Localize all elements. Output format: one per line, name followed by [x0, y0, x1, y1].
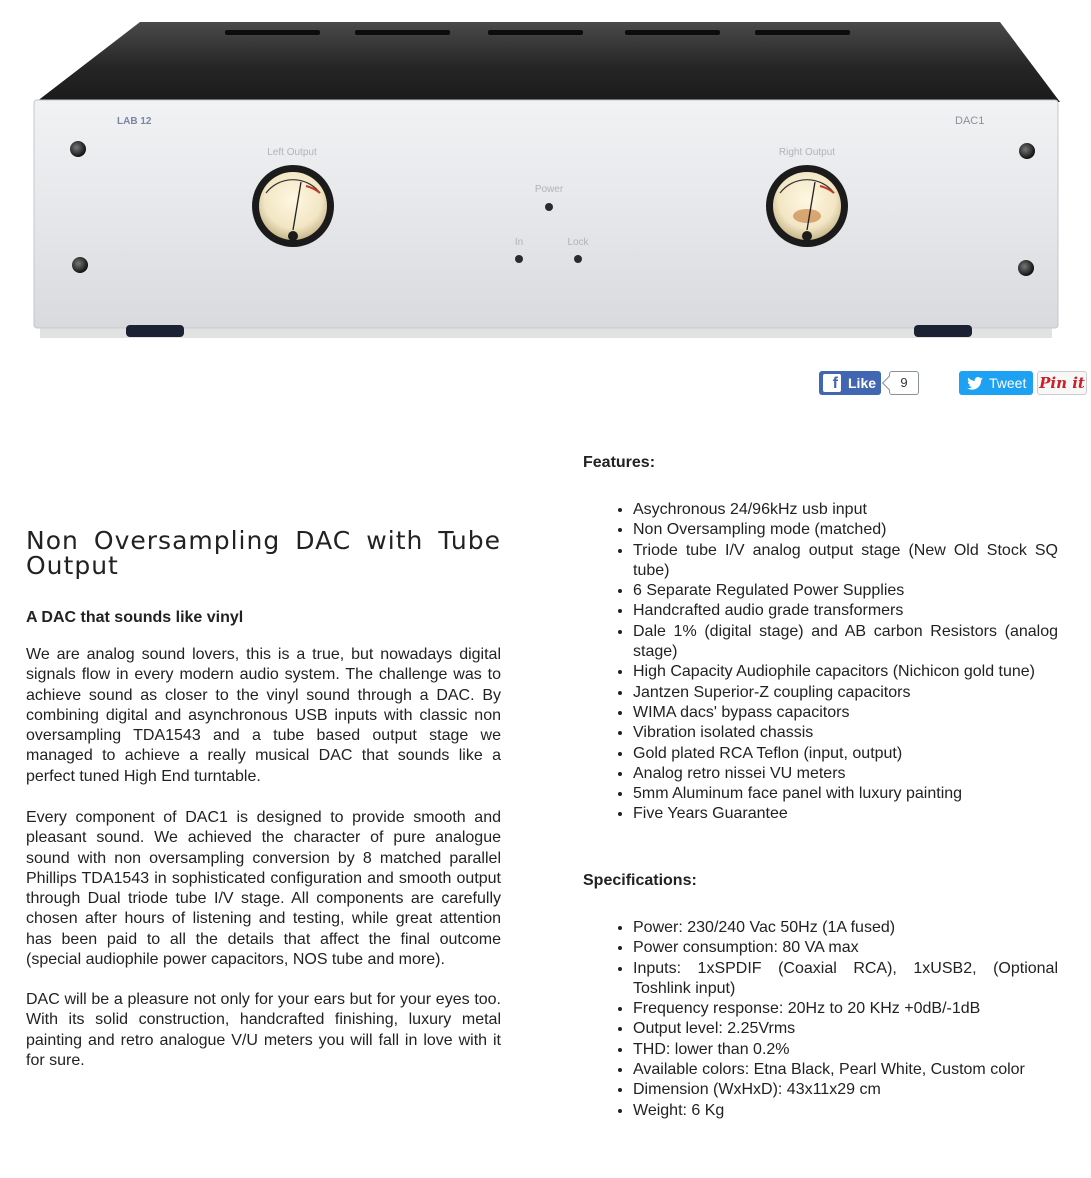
lock-led-icon	[574, 255, 582, 263]
list-item: • Power consumption: 80 VA max	[633, 938, 1058, 958]
list-item: • Non Oversampling mode (matched)	[633, 520, 1058, 540]
description-paragraph-1: We are analog sound lovers, this is a true, but nowadays digital signals flow in every modern audio system. The challenge was to achieve sound as closer to the vinyl sound through a DAC. By combining digital and asynchronous USB inputs with classic non oversampling TDA1543 and a tube based output stage we managed to achieve a really musical DAC that sounds like a perfect tuned High End turntable.	[26, 646, 501, 785]
list-item: • Handcrafted audio grade transformers	[633, 601, 1058, 621]
facebook-like-button[interactable]	[819, 371, 881, 395]
pinterest-pin-button[interactable]	[1037, 371, 1087, 395]
vent-slots	[225, 30, 850, 35]
list-item: • Analog retro nissei VU meters	[633, 764, 1058, 784]
lock-label: Lock	[567, 237, 589, 248]
specifications-heading: Specifications:	[583, 872, 697, 889]
description-paragraph-3: DAC will be a pleasure not only for your ears but for your eyes too. With its solid construction, handcrafted finishing, luxury metal painting and retro analogue V/U meters you will fall in love with it for sure.	[26, 991, 501, 1069]
list-item: • 5mm Aluminum face panel with luxury painting	[633, 784, 1058, 804]
pinterest-label: Pin it	[1039, 374, 1085, 392]
list-item: • Available colors: Etna Black, Pearl White, Custom color	[633, 1060, 1058, 1080]
list-item: • Frequency response: 20Hz to 20 KHz +0dB/-1dB	[633, 999, 1058, 1019]
list-item: • WIMA dacs' bypass capacitors	[633, 703, 1058, 723]
left-meter-label: Left Output	[267, 147, 317, 158]
list-item: • 6 Separate Regulated Power Supplies	[633, 581, 1058, 601]
features-heading: Features:	[583, 454, 656, 471]
list-item: • Five Years Guarantee	[633, 804, 1058, 824]
power-label: Power	[534, 184, 564, 195]
list-item: • Triode tube I/V analog output stage (New Old Stock SQ tube)	[633, 541, 1058, 582]
twitter-bird-icon	[967, 377, 983, 390]
left-vu-meter-icon	[252, 165, 334, 247]
description-section	[26, 526, 501, 1069]
features-list	[583, 500, 1058, 825]
tweet-label: Tweet	[989, 375, 1027, 391]
description-paragraph-2: Every component of DAC1 is designed to provide smooth and pleasant sound. We achieved the character of pure analogue sound with non oversampling conversion by 8 matched parallel Phillips TDA1543 in sophisticated configuration and smooth output through Dual triode tube I/V stage. All components are carefully chosen after hours of listening and testing, while great attention has been paid to all the details that affect the final outcome (special audiophile power capacitors, NOS tube and more).	[26, 809, 501, 969]
right-foot	[914, 325, 972, 337]
subtitle: A DAC that sounds like vinyl	[26, 609, 244, 626]
facebook-like-count: 9	[889, 371, 919, 395]
facebook-like-label: Like	[848, 375, 877, 391]
list-item: • Gold plated RCA Teflon (input, output)	[633, 744, 1058, 764]
in-led-icon	[515, 255, 523, 263]
product-image	[0, 0, 1091, 372]
list-item: • THD: lower than 0.2%	[633, 1040, 1058, 1060]
list-item: • Vibration isolated chassis	[633, 723, 1058, 743]
list-item: • Dimension (WxHxD): 43x11x29 cm	[633, 1080, 1058, 1100]
right-meter-label: Right Output	[778, 147, 836, 158]
list-item: • High Capacity Audiophile capacitors (Nichicon gold tune)	[633, 662, 1058, 682]
specifications-list	[583, 918, 1058, 1121]
list-item: • Weight: 6 Kg	[633, 1101, 1058, 1121]
page-title: Non Oversampling DAC with Tube Output	[26, 526, 501, 580]
tweet-button[interactable]	[959, 371, 1033, 395]
list-item: • Inputs: 1xSPDIF (Coaxial RCA), 1xUSB2, (Optional Toshlink input)	[633, 959, 1058, 1000]
list-item: • Power: 230/240 Vac 50Hz (1A fused)	[633, 918, 1058, 938]
model-label: DAC1	[955, 115, 985, 127]
left-foot	[126, 325, 184, 337]
list-item: • Jantzen Superior-Z coupling capacitors	[633, 683, 1058, 703]
brand-logo: LAB 12	[117, 116, 152, 127]
power-led-icon	[545, 203, 553, 211]
facebook-icon: f	[823, 374, 841, 392]
front-panel	[34, 100, 1058, 328]
list-item: • Asychronous 24/96kHz usb input	[633, 500, 1058, 520]
in-label: In	[514, 237, 524, 248]
list-item: • Output level: 2.25Vrms	[633, 1019, 1058, 1039]
list-item: • Dale 1% (digital stage) and AB carbon Resistors (analog stage)	[633, 622, 1058, 663]
right-vu-meter-icon	[766, 165, 848, 247]
